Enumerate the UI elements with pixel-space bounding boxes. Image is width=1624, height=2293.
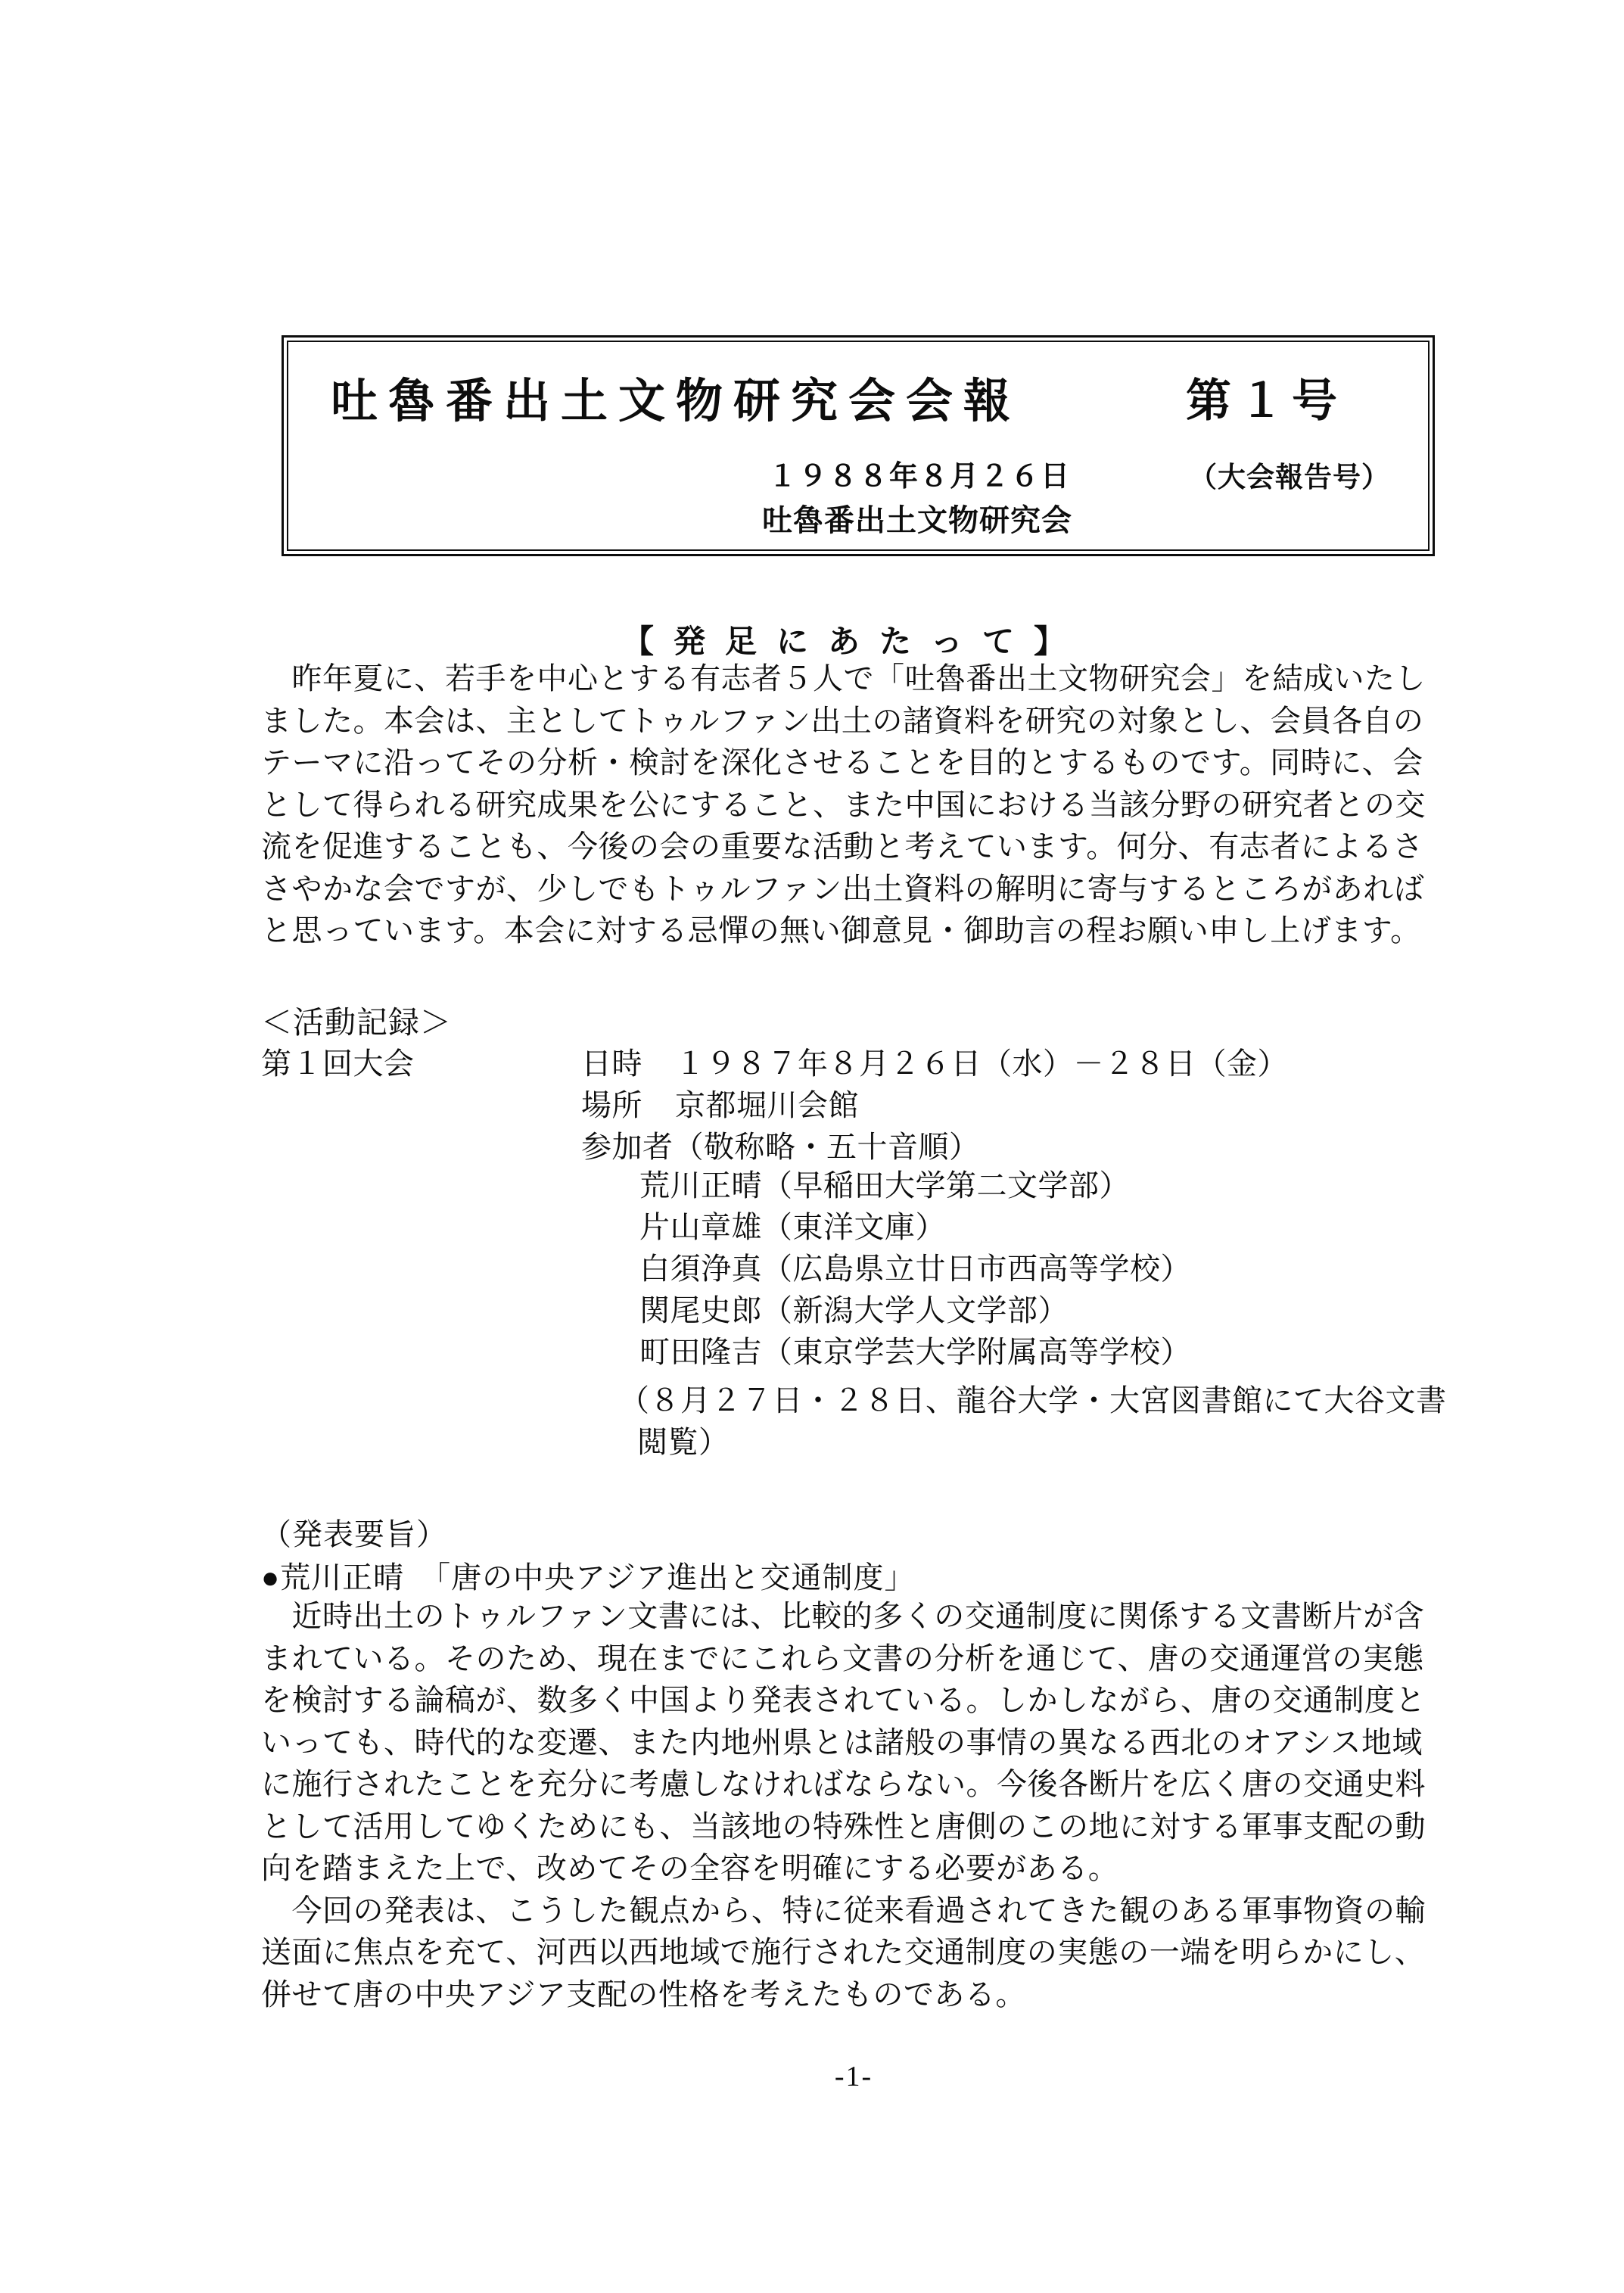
activity-record-heading: ＜活動記録＞ (261, 1005, 452, 1040)
abstract-line: 向を踏まえた上で、改めてその全容を明確にする必要がある。 (261, 1851, 1119, 1885)
abstract-line: 併せて唐の中央アジア支配の性格を考えたものである。 (261, 1977, 1026, 2011)
issue-note: （大会報告号） (1189, 462, 1390, 493)
place-label: 場所 (581, 1088, 642, 1122)
newsletter-title: 吐魯番出土文物研究会会報 (331, 376, 1022, 428)
foundation-line: さやかな会ですが、少しでもトゥルファン出土資料の解明に寄与するところがあれば (261, 871, 1425, 906)
foundation-line: 流を促進することも、今後の会の重要な活動と考えています。何分、有志者によるさ (261, 829, 1423, 863)
foundation-line: 昨年夏に、若手を中心とする有志者５人で「吐魯番出土文物研究会」を結成いたし (261, 661, 1426, 695)
event-name: 第１回大会 (261, 1047, 415, 1081)
participant-row: 荒川正晴（早稲田大学第二文学部） (639, 1168, 1130, 1203)
participant-row: 白須浄真（広島県立廿日市西高等学校） (639, 1252, 1191, 1286)
activity-note-line1: （８月２７日・２８日、龍谷大学・大宮図書館にて大谷文書 (619, 1383, 1447, 1417)
activity-note-line2: 閲覧） (637, 1425, 730, 1459)
participants-label: 参加者（敬称略・五十音順） (581, 1130, 980, 1164)
abstract-line: 今回の発表は、こうした観点から、特に従来看過されてきた観のある軍事物資の輸 (261, 1893, 1426, 1927)
abstract-heading: （発表要旨） (261, 1517, 447, 1551)
foundation-paragraph (261, 658, 1457, 952)
place-value: 京都堀川会館 (675, 1088, 859, 1122)
activity-datetime-row (261, 1040, 1288, 1083)
datetime-value: １９８７年８月２６日（水）－２８日（金） (675, 1047, 1288, 1081)
organization-name: 吐魯番出土文物研究会 (762, 503, 1072, 537)
masthead-box (282, 335, 1435, 556)
foundation-line: として得られる研究成果を公にすること、また中国における当該分野の研究者との交 (261, 787, 1426, 822)
participant-list (639, 1165, 1191, 1373)
foundation-line: と思っています。本会に対する忌憚の無い御意見・御助言の程お願い申し上げます。 (261, 913, 1421, 947)
foundation-heading: 【発足にあたって】 (621, 625, 1085, 660)
issue-number: 第１号 (1186, 376, 1345, 426)
participant-row: 町田隆吉（東京学芸大学附属高等学校） (639, 1335, 1191, 1369)
participant-row: 関尾史郎（新潟大学人文学部） (639, 1293, 1069, 1327)
abstract-line: を検討する論稿が、数多く中国より発表されている。しかしながら、唐の交通制度と (261, 1683, 1426, 1717)
activity-place-row (581, 1081, 859, 1125)
abstract-line: 送面に焦点を充て、河西以西地域で施行された交通制度の実態の一端を明らかにし、 (261, 1935, 1426, 1969)
presentation-title: ●荒川正晴 「唐の中央アジア進出と交通制度」 (261, 1560, 916, 1595)
foundation-line: ました。本会は、主としてトゥルファン出土の諸資料を研究の対象とし、会員各自の (261, 703, 1424, 738)
datetime-label: 日時 (581, 1047, 642, 1081)
participant-row: 片山章雄（東洋文庫） (639, 1210, 946, 1244)
abstract-line: に施行されたことを充分に考慮しなければならない。今後各断片を広く唐の交通史料 (261, 1767, 1426, 1801)
abstract-paragraph (261, 1595, 1457, 2015)
abstract-line: 近時出土のトゥルファン文書には、比較的多くの交通制度に関係する文書断片が含 (261, 1599, 1425, 1633)
issue-date: １９８８年８月２６日 (768, 461, 1072, 493)
page-number: -1- (834, 2061, 873, 2092)
abstract-line: として活用してゆくためにも、当該地の特殊性と唐側のこの地に対する軍事支配の動 (261, 1809, 1426, 1843)
abstract-line: まれている。そのため、現在までにこれら文書の分析を通じて、唐の交通運営の実態 (261, 1641, 1424, 1675)
foundation-line: テーマに沿ってその分析・検討を深化させることを目的とするものです。同時に、会 (261, 745, 1423, 779)
abstract-line: いっても、時代的な変遷、また内地州県とは諸般の事情の異なる西北のオアシス地域 (261, 1725, 1423, 1759)
